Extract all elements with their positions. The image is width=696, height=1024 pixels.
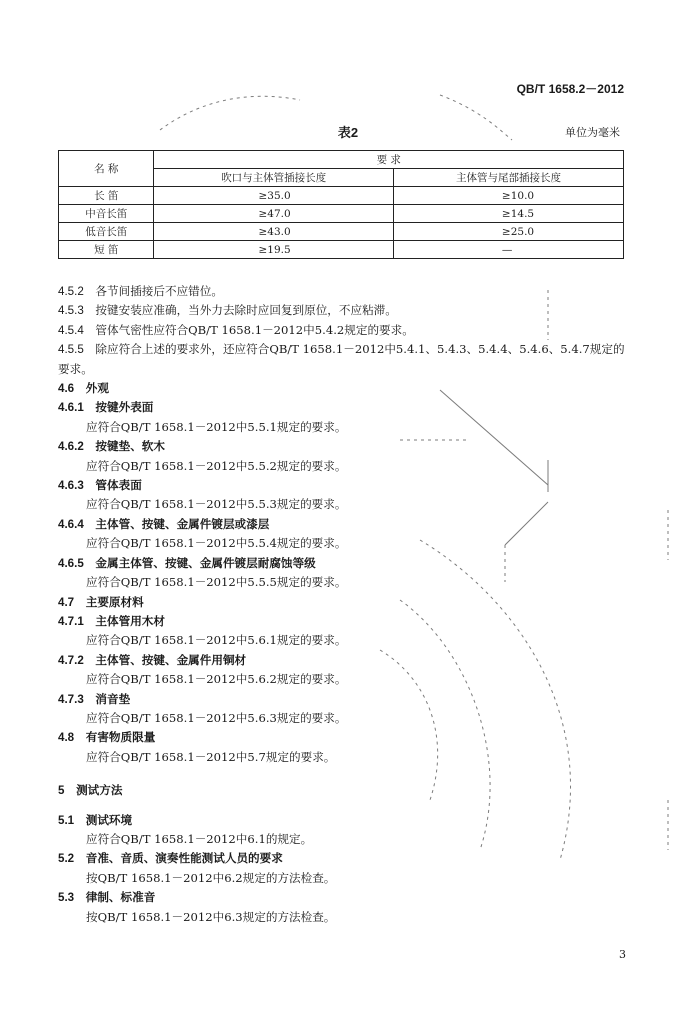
subheader-foot-joint: 主体管与尾部插接长度 <box>393 169 623 187</box>
subsection-heading-4-6-1 <box>58 398 628 417</box>
section-number: 4.6.5 <box>58 556 84 570</box>
section-number: 4.7.2 <box>58 653 84 667</box>
clause-text: 应符合QB/T 1658.1－2012中5.5.3规定的要求。 <box>86 497 347 512</box>
section-heading-4-7 <box>58 593 628 612</box>
clause-text: 应符合QB/T 1658.1－2012中5.6.3规定的要求。 <box>86 710 347 725</box>
clause-text: 按QB/T 1658.1－2012中6.2规定的方法检查。 <box>86 870 336 885</box>
row-name: 中音长笛 <box>59 205 154 223</box>
subsection-heading-4-7-3 <box>58 690 628 709</box>
clause-text: 除应符合上述的要求外，还应符合QB/T 1658.1－2012中5.4.1、5.4.3、5.4.4、5.4.6、5.4.7规定的 <box>95 342 625 357</box>
row-value-2: — <box>393 241 623 259</box>
table-unit-note: 单位为毫米 <box>565 126 620 139</box>
clause-number: 4.5.2 <box>58 285 84 298</box>
clause-text: 应符合QB/T 1658.1－2012中5.6.2规定的要求。 <box>86 672 347 687</box>
section-title: 律制、标准音 <box>85 891 156 905</box>
section-title: 金属主体管、按键、金属件镀层耐腐蚀等级 <box>95 556 316 570</box>
paragraph-4-5-2 <box>58 282 628 301</box>
section-number: 5.2 <box>58 852 75 866</box>
section-number: 4.7.1 <box>58 614 84 628</box>
row-name: 短 笛 <box>59 241 154 259</box>
section-number: 4.6.1 <box>58 401 84 415</box>
section-title: 音准、音质、演奏性能测试人员的要求 <box>85 852 283 866</box>
row-value-1: ≥19.5 <box>154 241 393 259</box>
table-title: 表2 <box>337 125 359 140</box>
section-heading-4-8 <box>58 728 628 747</box>
section-number: 4.6.4 <box>58 517 84 531</box>
row-name: 低音长笛 <box>59 223 154 241</box>
section-title: 测试环境 <box>85 813 133 827</box>
document-body <box>58 282 628 927</box>
section-title: 消音垫 <box>95 692 131 706</box>
section-number: 5.1 <box>58 813 75 827</box>
table-header-row <box>59 151 624 169</box>
section-heading-4-6 <box>58 379 628 398</box>
row-value-2: ≥10.0 <box>393 187 623 205</box>
section-title: 管体表面 <box>95 479 142 493</box>
paragraph-4-5-5-continuation: 要求。 <box>58 361 93 376</box>
paragraph-4-5-5 <box>58 340 628 359</box>
subsection-heading-5-3 <box>58 888 628 907</box>
row-value-2: ≥25.0 <box>393 223 623 241</box>
clause-text: 应符合QB/T 1658.1－2012中5.5.1规定的要求。 <box>86 419 347 434</box>
section-title: 主体管用木材 <box>95 614 165 628</box>
standard-number-header: QB/T 1658.2－2012 <box>516 82 624 96</box>
table-row <box>59 205 624 223</box>
clause-text: 管体气密性应符合QB/T 1658.1－2012中5.4.2规定的要求。 <box>95 322 414 337</box>
section-title: 主要原材料 <box>85 595 144 609</box>
section-title: 有害物质限量 <box>85 731 156 745</box>
clause-text: 应符合QB/T 1658.1－2012中5.5.5规定的要求。 <box>86 575 347 590</box>
subsection-heading-4-6-3 <box>58 476 628 495</box>
subsection-heading-4-6-5 <box>58 554 628 573</box>
section-number: 5.3 <box>58 891 75 905</box>
row-value-1: ≥35.0 <box>154 187 393 205</box>
header-requirement-cell: 要 求 <box>154 151 624 169</box>
table-row <box>59 223 624 241</box>
section-title: 按键外表面 <box>95 401 154 415</box>
clause-text: 各节间插接后不应错位。 <box>95 284 223 298</box>
section-title: 主体管、按键、金属件用铜材 <box>95 653 247 667</box>
section-title: 外观 <box>85 382 109 396</box>
table-row <box>59 241 624 259</box>
row-value-1: ≥47.0 <box>154 205 393 223</box>
subsection-heading-4-7-2 <box>58 651 628 670</box>
clause-text: 应符合QB/T 1658.1－2012中5.6.1规定的要求。 <box>86 633 347 648</box>
clause-text: 按键安装应准确，当外力去除时应回复到原位，不应粘滞。 <box>95 303 397 318</box>
specification-table <box>58 150 624 259</box>
subsection-heading-4-7-1 <box>58 612 628 631</box>
clause-text: 应符合QB/T 1658.1－2012中6.1的规定。 <box>86 831 313 846</box>
section-title: 按键垫、软木 <box>95 440 165 454</box>
header-name-cell: 名 称 <box>59 151 154 187</box>
section-title: 主体管、按键、金属件镀层或漆层 <box>95 517 270 531</box>
clause-text: 应符合QB/T 1658.1－2012中5.5.2规定的要求。 <box>86 458 347 473</box>
table-row <box>59 187 624 205</box>
section-number: 4.8 <box>58 731 75 745</box>
clause-number: 4.5.5 <box>58 343 84 357</box>
section-number: 4.7.3 <box>58 692 84 706</box>
section-number: 5 <box>58 784 65 798</box>
subsection-heading-5-2 <box>58 849 628 868</box>
paragraph-4-5-4 <box>58 321 628 340</box>
section-number: 4.6.3 <box>58 479 84 493</box>
clause-text: 应符合QB/T 1658.1－2012中5.5.4规定的要求。 <box>86 536 347 551</box>
clause-number: 4.5.3 <box>58 304 84 318</box>
subsection-heading-5-1 <box>58 811 628 830</box>
page-number: 3 <box>619 948 626 961</box>
subheader-mouthpiece-joint: 吹口与主体管插接长度 <box>154 169 393 187</box>
row-value-1: ≥43.0 <box>154 223 393 241</box>
clause-text: 按QB/T 1658.1－2012中6.3规定的方法检查。 <box>86 909 336 924</box>
subsection-heading-4-6-2 <box>58 437 628 456</box>
row-name: 长 笛 <box>59 187 154 205</box>
section-number: 4.7 <box>58 595 75 609</box>
paragraph-4-5-3 <box>58 301 628 320</box>
section-number: 4.6.2 <box>58 440 84 454</box>
section-number: 4.6 <box>58 382 75 396</box>
clause-text: 应符合QB/T 1658.1－2012中5.7规定的要求。 <box>86 749 336 764</box>
section-heading-5 <box>58 781 628 800</box>
section-title: 测试方法 <box>76 784 123 798</box>
subsection-heading-4-6-4 <box>58 515 628 534</box>
row-value-2: ≥14.5 <box>393 205 623 223</box>
clause-number: 4.5.4 <box>58 323 84 337</box>
